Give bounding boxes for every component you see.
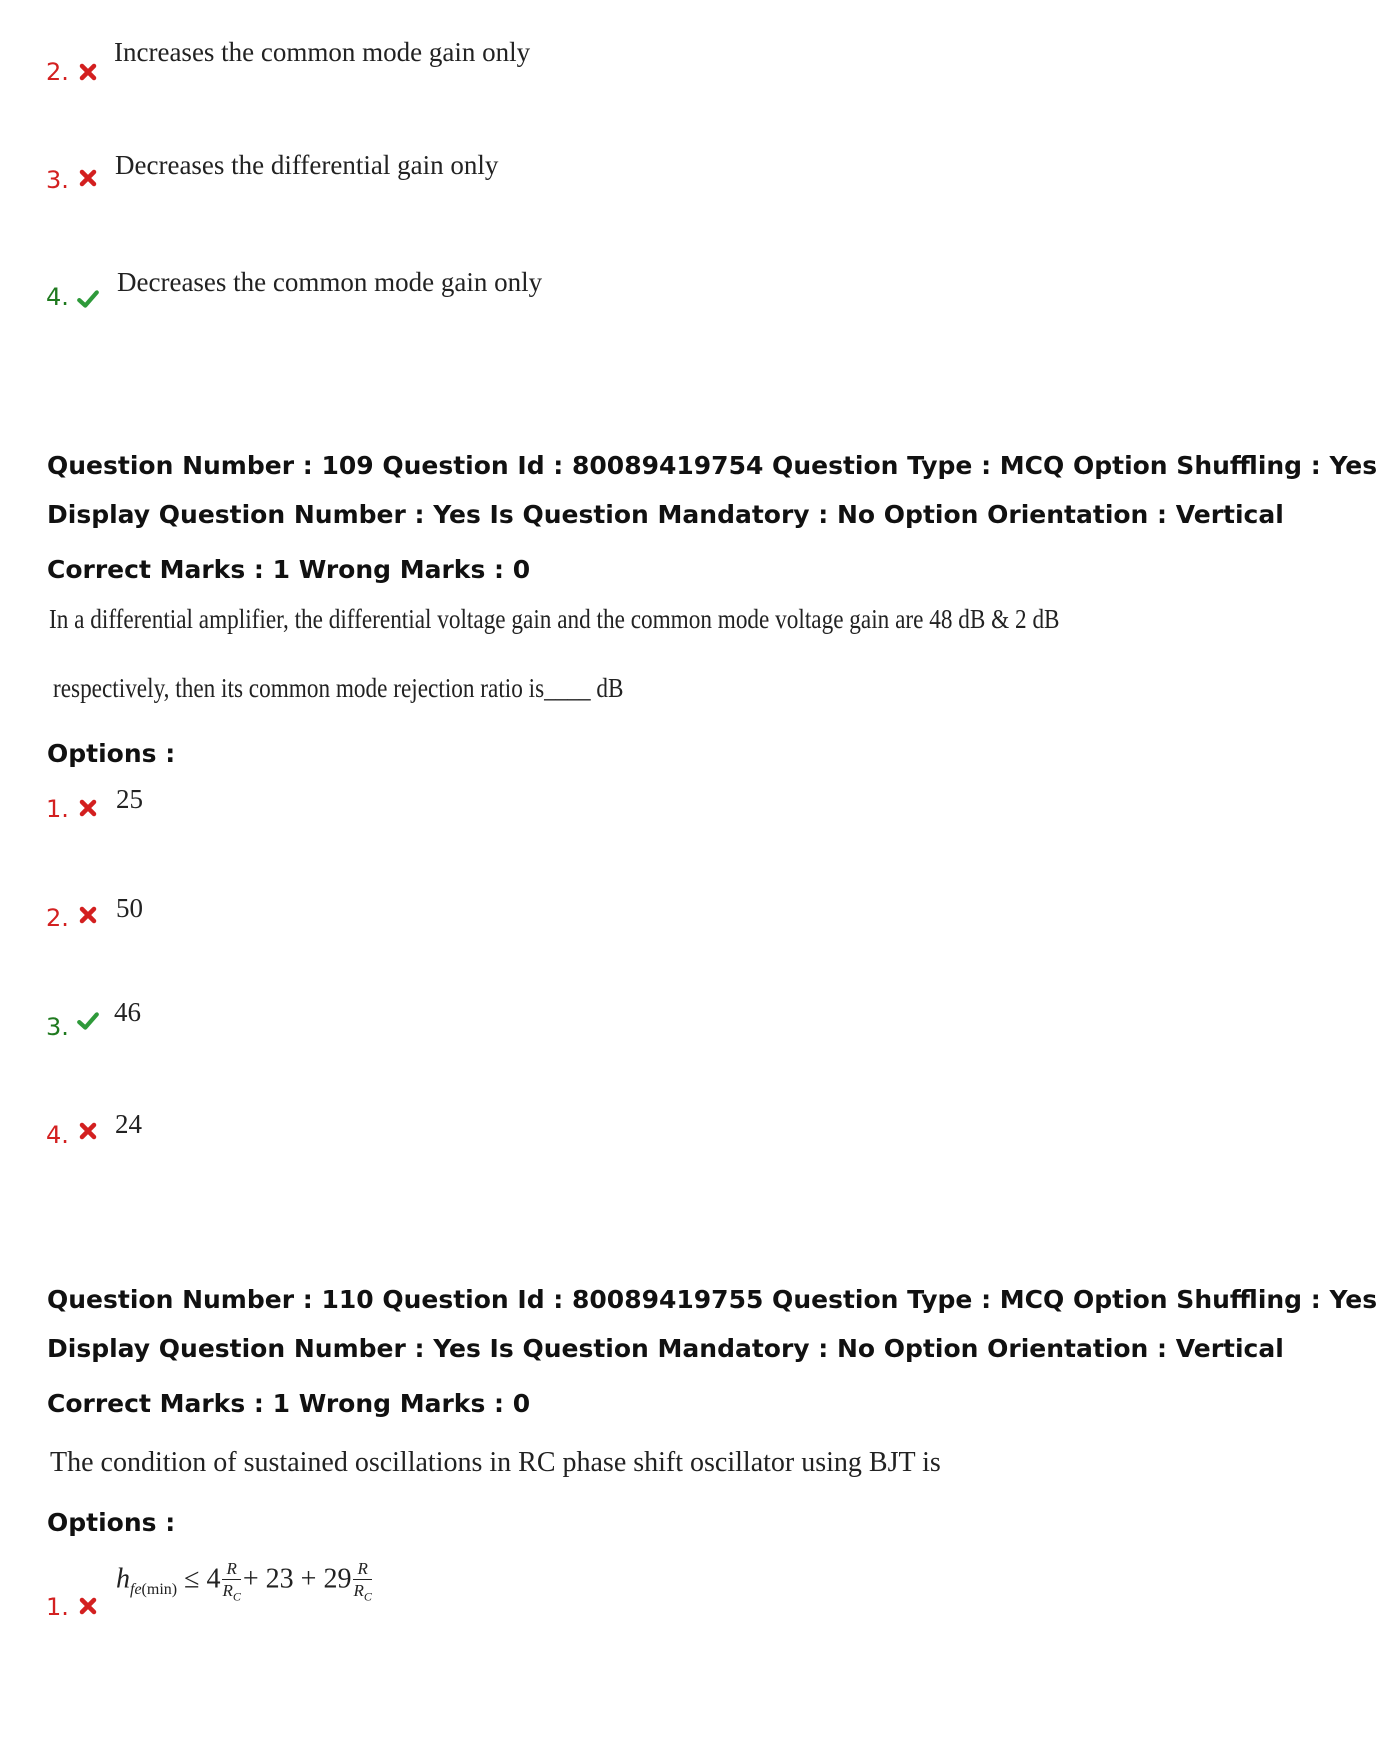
option-number: 1.	[46, 1593, 69, 1621]
formula-sub-min: (min)	[141, 1581, 178, 1599]
fraction-denominator: $R_C$	[222, 1581, 241, 1604]
fraction-r-rc-2	[353, 1560, 371, 1602]
option-text: 46	[114, 997, 141, 1027]
options-label: Options :	[47, 739, 176, 768]
option-number: 3.	[46, 166, 69, 194]
fraction-numerator: R	[222, 1560, 240, 1580]
question-meta-line1: Question Number : 109 Question Id : 80089419754 Question Type : MCQ Option Shuffling : Yes	[47, 451, 1377, 480]
option-number: 4.	[46, 1121, 69, 1149]
fraction-r-rc	[222, 1560, 240, 1602]
option-text: Increases the common mode gain only	[114, 37, 531, 67]
option-number: 1.	[46, 795, 69, 823]
formula-plus: + 23 + 29	[242, 1563, 352, 1595]
fraction-numerator: R	[353, 1560, 371, 1580]
question-text-line1: In a differential amplifier, the differential voltage gain and the common mode voltage gain are 48 dB & 2 dB	[49, 604, 1060, 634]
question-marks: Correct Marks : 1 Wrong Marks : 0	[47, 1389, 531, 1418]
question-meta-line1: Question Number : 110 Question Id : 80089419755 Question Type : MCQ Option Shuffling : Yes	[47, 1285, 1377, 1314]
cross-icon	[78, 798, 98, 818]
option-text: 24	[115, 1109, 142, 1139]
cross-icon	[78, 905, 98, 925]
option-text: 25	[116, 784, 143, 814]
formula	[116, 1560, 374, 1602]
question-text: The condition of sustained oscillations in RC phase shift oscillator using BJT is	[50, 1447, 941, 1478]
option-number: 3.	[46, 1013, 69, 1041]
question-meta-line2: Display Question Number : Yes Is Question Mandatory : No Option Orientation : Vertical	[47, 1334, 1284, 1363]
cross-icon	[78, 1121, 98, 1141]
option-number: 2.	[46, 904, 69, 932]
option-text: 50	[116, 893, 143, 923]
formula-h: h	[116, 1563, 130, 1595]
option-text: Decreases the differential gain only	[115, 150, 499, 180]
cross-icon	[78, 62, 98, 82]
cross-icon	[78, 1596, 98, 1616]
formula-sub-fe: fe	[130, 1581, 142, 1599]
fraction-denominator: $R_C$	[353, 1581, 372, 1604]
options-label: Options :	[47, 1508, 176, 1537]
question-marks: Correct Marks : 1 Wrong Marks : 0	[47, 555, 531, 584]
question-meta-line2: Display Question Number : Yes Is Question Mandatory : No Option Orientation : Vertical	[47, 500, 1284, 529]
check-icon	[76, 288, 100, 310]
formula-le: ≤ 4	[184, 1563, 221, 1595]
cross-icon	[78, 168, 98, 188]
option-number: 4.	[46, 283, 69, 311]
option-number: 2.	[46, 58, 69, 86]
option-text: Decreases the common mode gain only	[117, 267, 543, 297]
question-text-line2: respectively, then its common mode rejection ratio is____ dB	[53, 673, 624, 703]
check-icon	[76, 1010, 100, 1032]
